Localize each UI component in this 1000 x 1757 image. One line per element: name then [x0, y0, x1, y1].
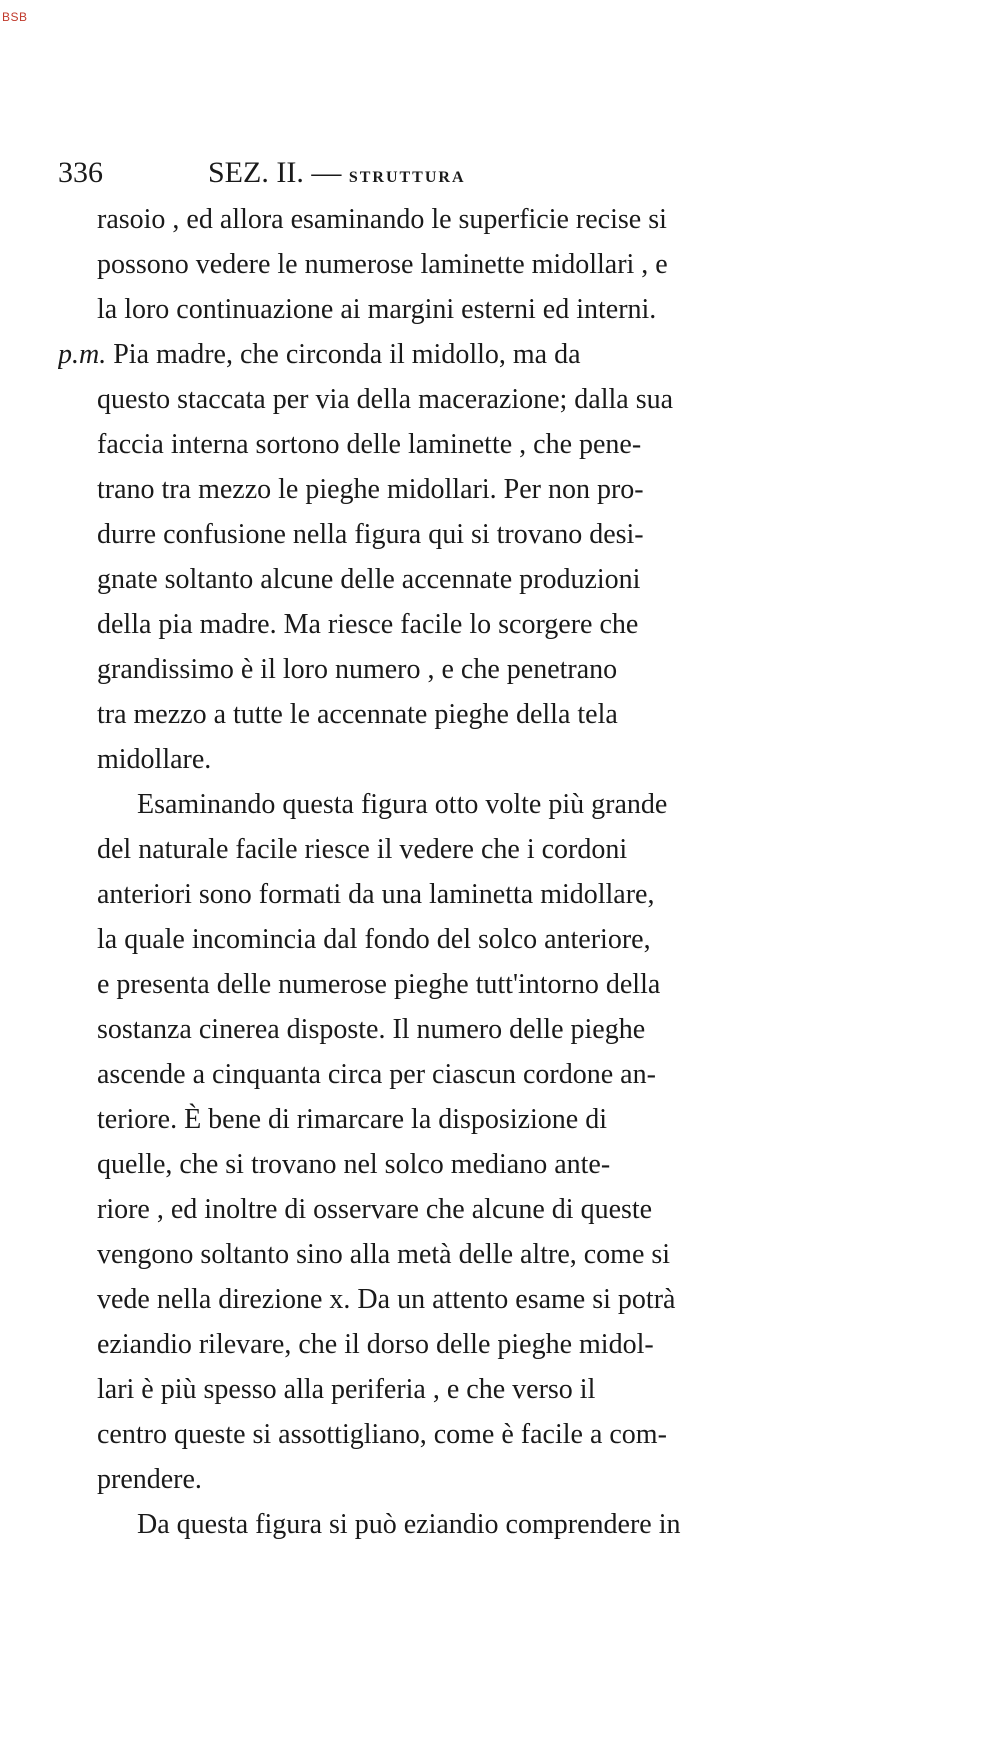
running-title-smallcaps: STRUTTURA	[348, 169, 466, 186]
text-line: lari è più spesso alla periferia , e che verso il	[97, 1374, 596, 1405]
text-line: quelle, che si trovano nel solco mediano ante-	[97, 1149, 611, 1180]
text-line: prendere.	[97, 1464, 202, 1495]
page-body	[58, 197, 895, 1547]
text-line: Pia madre, che circonda il midollo, ma da	[113, 339, 581, 370]
text-line: la quale incomincia dal fondo del solco anteriore,	[97, 924, 651, 955]
text-line-labeled	[58, 332, 895, 377]
paragraph-start-line: Da questa figura si può eziandio comprendere in	[137, 1509, 681, 1540]
text-line: della pia madre. Ma riesce facile lo scorgere che	[97, 609, 639, 640]
text-line: anteriori sono formati da una laminetta midollare,	[97, 879, 655, 910]
library-watermark: BSB	[2, 10, 28, 24]
text-line: gnate soltanto alcune delle accennate produzioni	[97, 564, 641, 595]
text-line: riore , ed inoltre di osservare che alcune di queste	[97, 1194, 653, 1225]
text-line: faccia interna sortono delle laminette , che pene-	[97, 429, 642, 460]
text-line: ascende a cinquanta circa per ciascun cordone an-	[97, 1059, 656, 1090]
text-line: vede nella direzione x. Da un attento esame si potrà	[97, 1284, 676, 1315]
text-line: tra mezzo a tutte le accennate pieghe della tela	[97, 699, 618, 730]
text-line: la loro continuazione ai margini esterni ed interni.	[97, 294, 657, 325]
text-line: midollare.	[97, 744, 212, 775]
text-line: vengono soltanto sino alla metà delle altre, come si	[97, 1239, 671, 1270]
margin-label: p.m.	[58, 339, 107, 370]
text-line: del naturale facile riesce il vedere che i cordoni	[97, 834, 628, 865]
text-line: rasoio , ed allora esaminando le superficie recise si	[97, 204, 667, 235]
section-label: SEZ. II. —	[208, 156, 342, 189]
page-number: 336	[58, 156, 103, 189]
text-line: grandissimo è il loro numero , e che penetrano	[97, 654, 618, 685]
text-line: trano tra mezzo le pieghe midollari. Per non pro-	[97, 474, 644, 505]
text-line: e presenta delle numerose pieghe tutt'intorno della	[97, 969, 661, 1000]
text-line: durre confusione nella figura qui si trovano desi-	[97, 519, 644, 550]
text-line: teriore. È bene di rimarcare la disposizione di	[97, 1104, 608, 1135]
text-line: eziandio rilevare, che il dorso delle pieghe midol-	[97, 1329, 654, 1360]
running-title	[208, 156, 466, 190]
text-line: centro queste si assottigliano, come è facile a com-	[97, 1419, 667, 1450]
running-header	[58, 156, 918, 196]
text-line: sostanza cinerea disposte. Il numero delle pieghe	[97, 1014, 646, 1045]
paragraph-start-line: Esaminando questa figura otto volte più grande	[137, 789, 668, 820]
text-line: questo staccata per via della macerazione; dalla sua	[97, 384, 674, 415]
text-line: possono vedere le numerose laminette midollari , e	[97, 249, 668, 280]
